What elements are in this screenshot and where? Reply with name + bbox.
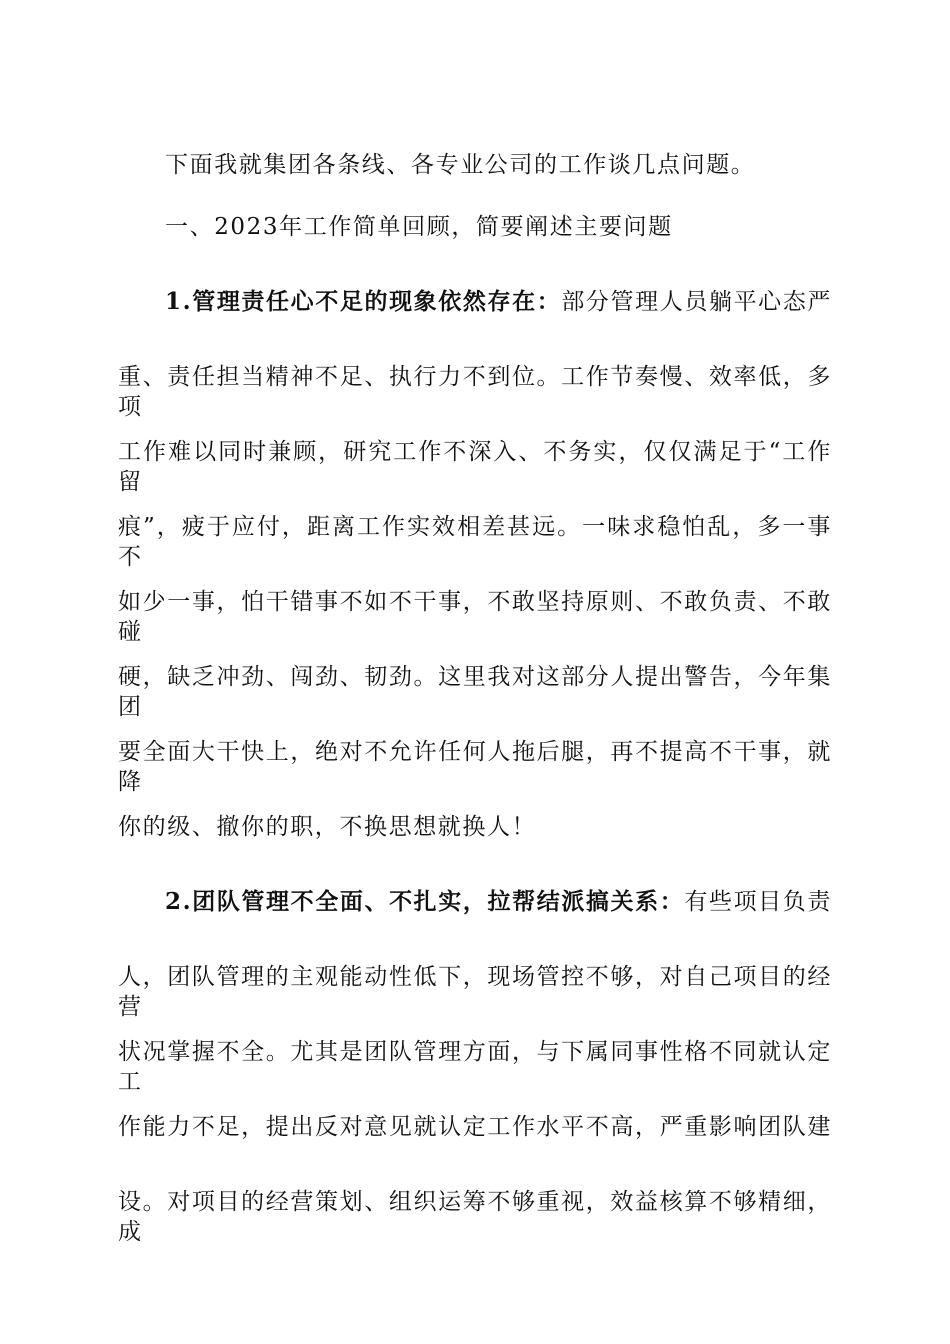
item-1-line-4: 如少一事，怕干错事不如不干事，不敢坚持原则、不敢负责、不敢碰 [118, 589, 832, 645]
item-1-line-1: 重、责任担当精神不足、执行力不到位。工作节奏慢、效率低，多项 [118, 364, 832, 420]
item-1-line-0: 部分管理人员躺平心态严 [561, 289, 832, 315]
item-1-line-6: 要全面大干快上，绝对不允许任何人拖后腿，再不提高不干事，就降 [118, 739, 832, 795]
item-2-line-0: 有些项目负责 [684, 889, 832, 915]
item-2-first-line [165, 887, 832, 917]
section-1-title: 一、2023年工作简单回顾，简要阐述主要问题 [165, 214, 673, 240]
item-2-line-3: 作能力不足，提出反对意见就认定工作水平不高，严重影响团队建 [118, 1114, 832, 1140]
item-2-heading: 2.团队管理不全面、不扎实，拉帮结派搞关系： [165, 888, 685, 915]
item-2-line-2: 状况掌握不全。尤其是团队管理方面，与下属同事性格不同就认定工 [118, 1039, 832, 1095]
item-1-heading: 1.管理责任心不足的现象依然存在： [165, 288, 562, 315]
item-2-line-1: 人，团队管理的主观能动性低下，现场管控不够，对自己项目的经营 [118, 964, 832, 1020]
item-2-line-4: 设。对项目的经营策划、组织运筹不够重视，效益核算不够精细，成 [118, 1189, 832, 1245]
item-1-line-2: 工作难以同时兼顾，研究工作不深入、不务实，仅仅满足于“工作留 [118, 439, 832, 495]
item-1-first-line [165, 287, 832, 317]
intro-paragraph: 下面我就集团各条线、各专业公司的工作谈几点问题。 [165, 152, 756, 178]
item-1-line-7: 你的级、撤你的职，不换思想就换人！ [118, 814, 537, 840]
item-1-line-3: 痕”，疲于应付，距离工作实效相差甚远。一味求稳怕乱，多一事不 [118, 514, 832, 570]
item-1-line-5: 硬，缺乏冲劲、闯劲、韧劲。这里我对这部分人提出警告，今年集团 [118, 664, 832, 720]
